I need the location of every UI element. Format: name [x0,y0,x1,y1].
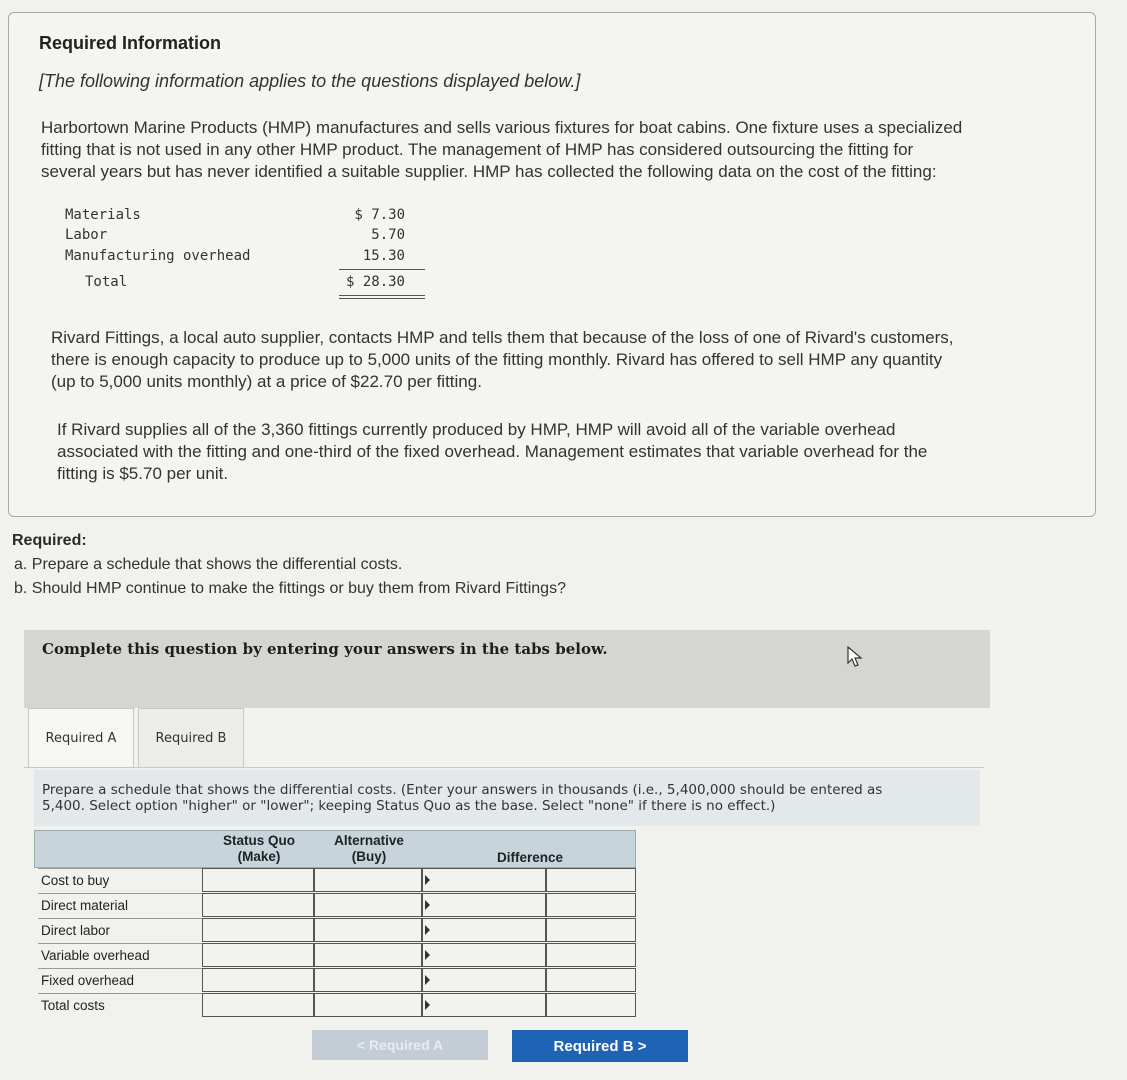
status-quo-input[interactable] [203,919,313,941]
caret-right-icon [425,975,430,985]
alternative-direct-labor[interactable] [314,918,422,942]
status-quo-direct-labor[interactable] [202,918,314,942]
difference-select-total-costs[interactable] [546,993,636,1017]
info-paragraph-1 [41,117,1081,183]
cost-value: $ 7.30 [354,207,405,223]
status-quo-direct-material[interactable] [202,893,314,917]
cost-label: Manufacturing overhead [65,248,251,264]
total-double-rule [339,298,425,299]
cost-label: Labor [65,227,108,243]
para2-line: (up to 5,000 units monthly) at a price of $22.70 per fitting. [51,372,482,391]
caret-right-icon [425,925,430,935]
header-status-quo [204,830,314,868]
status-quo-input[interactable] [203,994,313,1016]
difference-select-variable-overhead[interactable] [546,943,636,967]
subtotal-rule [339,269,425,270]
next-required-b-button[interactable]: Required B > [512,1030,688,1062]
info-paragraph-2 [51,327,1091,393]
instruction-text [34,770,980,826]
required-a-text: a. Prepare a schedule that shows the differential costs. [14,556,403,573]
alternative-input[interactable] [315,994,421,1016]
total-double-rule [339,295,425,296]
row-label-direct-material: Direct material [38,893,202,917]
header-line: Status Quo [222,833,295,848]
info-note: [The following information applies to the questions displayed below.] [39,71,581,91]
alternative-input[interactable] [315,969,421,991]
cost-label: Materials [65,207,141,223]
alternative-input[interactable] [315,869,421,891]
alternative-fixed-overhead[interactable] [314,968,422,992]
alternative-direct-material[interactable] [314,893,422,917]
status-quo-total-costs[interactable] [202,993,314,1017]
tab-required-b[interactable]: Required B [138,708,244,768]
para3-line: fitting is $5.70 per unit. [57,464,229,483]
info-paragraph-3 [57,419,1077,485]
difference-select-direct-material[interactable] [546,893,636,917]
instruction-line: 5,400. Select option "higher" or "lower"; keeping Status Quo as the base. Select "none" if there is no effect.) [42,798,776,814]
caret-right-icon [425,950,430,960]
para1-line: several years but has never identified a suitable supplier. HMP has collected the following data on the cost of the fitting: [41,162,937,181]
para2-line: there is enough capacity to produce up to 5,000 units of the fitting monthly. Rivard has offered to sell HMP any quantity [51,350,943,369]
cost-row-total [65,274,425,294]
difference-amount-direct-material[interactable] [422,893,546,917]
difference-amount-fixed-overhead[interactable] [422,968,546,992]
instruction-line: Prepare a schedule that shows the differential costs. (Enter your answers in thousands (i.e., 5,400,000 should be entered as [42,782,883,798]
status-quo-cost-to-buy[interactable] [202,868,314,892]
status-quo-input[interactable] [203,869,313,891]
caret-right-icon [425,1000,430,1010]
alternative-total-costs[interactable] [314,993,422,1017]
mouse-cursor-icon [846,646,864,668]
cost-row-labor [65,227,425,247]
row-label-fixed-overhead: Fixed overhead [38,968,202,992]
alternative-cost-to-buy[interactable] [314,868,422,892]
banner-text: Complete this question by entering your answers in the tabs below. [42,640,608,658]
status-quo-input[interactable] [203,944,313,966]
difference-select-cost-to-buy[interactable] [546,868,636,892]
cost-row-manufacturing-overhead [65,248,425,268]
difference-amount-total-costs[interactable] [422,993,546,1017]
alternative-input[interactable] [315,894,421,916]
tab-divider [24,767,984,768]
status-quo-input[interactable] [203,894,313,916]
row-label-cost-to-buy: Cost to buy [38,868,202,892]
header-alternative [316,830,422,868]
header-line: Alternative [334,833,404,848]
previous-required-a-button[interactable]: < Required A [312,1030,488,1060]
required-heading: Required: [12,532,87,549]
tab-required-a[interactable]: Required A [28,708,134,768]
required-information-panel [8,12,1096,517]
cost-value: $ 28.30 [345,274,405,290]
status-quo-input[interactable] [203,969,313,991]
status-quo-fixed-overhead[interactable] [202,968,314,992]
para3-line: If Rivard supplies all of the 3,360 fittings currently produced by HMP, HMP will avoid all of the variable overhead [57,420,896,439]
difference-amount-cost-to-buy[interactable] [422,868,546,892]
alternative-variable-overhead[interactable] [314,943,422,967]
para3-line: associated with the fitting and one-third of the fixed overhead. Management estimates that variable overhead for the [57,442,928,461]
row-label-variable-overhead: Variable overhead [38,943,202,967]
difference-amount-direct-labor[interactable] [422,918,546,942]
row-label-total-costs: Total costs [38,993,202,1017]
difference-select-fixed-overhead[interactable] [546,968,636,992]
alternative-input[interactable] [315,919,421,941]
required-b-text: b. Should HMP continue to make the fittings or buy them from Rivard Fittings? [14,580,566,597]
cost-value: 5.70 [371,227,405,243]
header-line: (Buy) [351,849,387,864]
caret-right-icon [425,900,430,910]
row-label-direct-labor: Direct labor [38,918,202,942]
para1-line: Harbortown Marine Products (HMP) manufactures and sells various fixtures for boat cabins. One fixture uses a specialized [41,118,963,137]
cost-label: Total [85,274,128,290]
instructions-banner [24,630,990,708]
para2-line: Rivard Fittings, a local auto supplier, contacts HMP and tells them that because of the loss of one of Rivard's customers, [51,328,954,347]
header-difference: Difference [496,850,564,865]
cost-row-materials [65,207,425,227]
cost-value: 15.30 [362,248,405,264]
caret-right-icon [425,875,430,885]
header-line: (Make) [237,849,281,864]
difference-amount-variable-overhead[interactable] [422,943,546,967]
alternative-input[interactable] [315,944,421,966]
difference-select-direct-labor[interactable] [546,918,636,942]
para1-line: fitting that is not used in any other HMP product. The management of HMP has considered outsourcing the fitting for [41,140,914,159]
info-title: Required Information [39,33,222,53]
status-quo-variable-overhead[interactable] [202,943,314,967]
